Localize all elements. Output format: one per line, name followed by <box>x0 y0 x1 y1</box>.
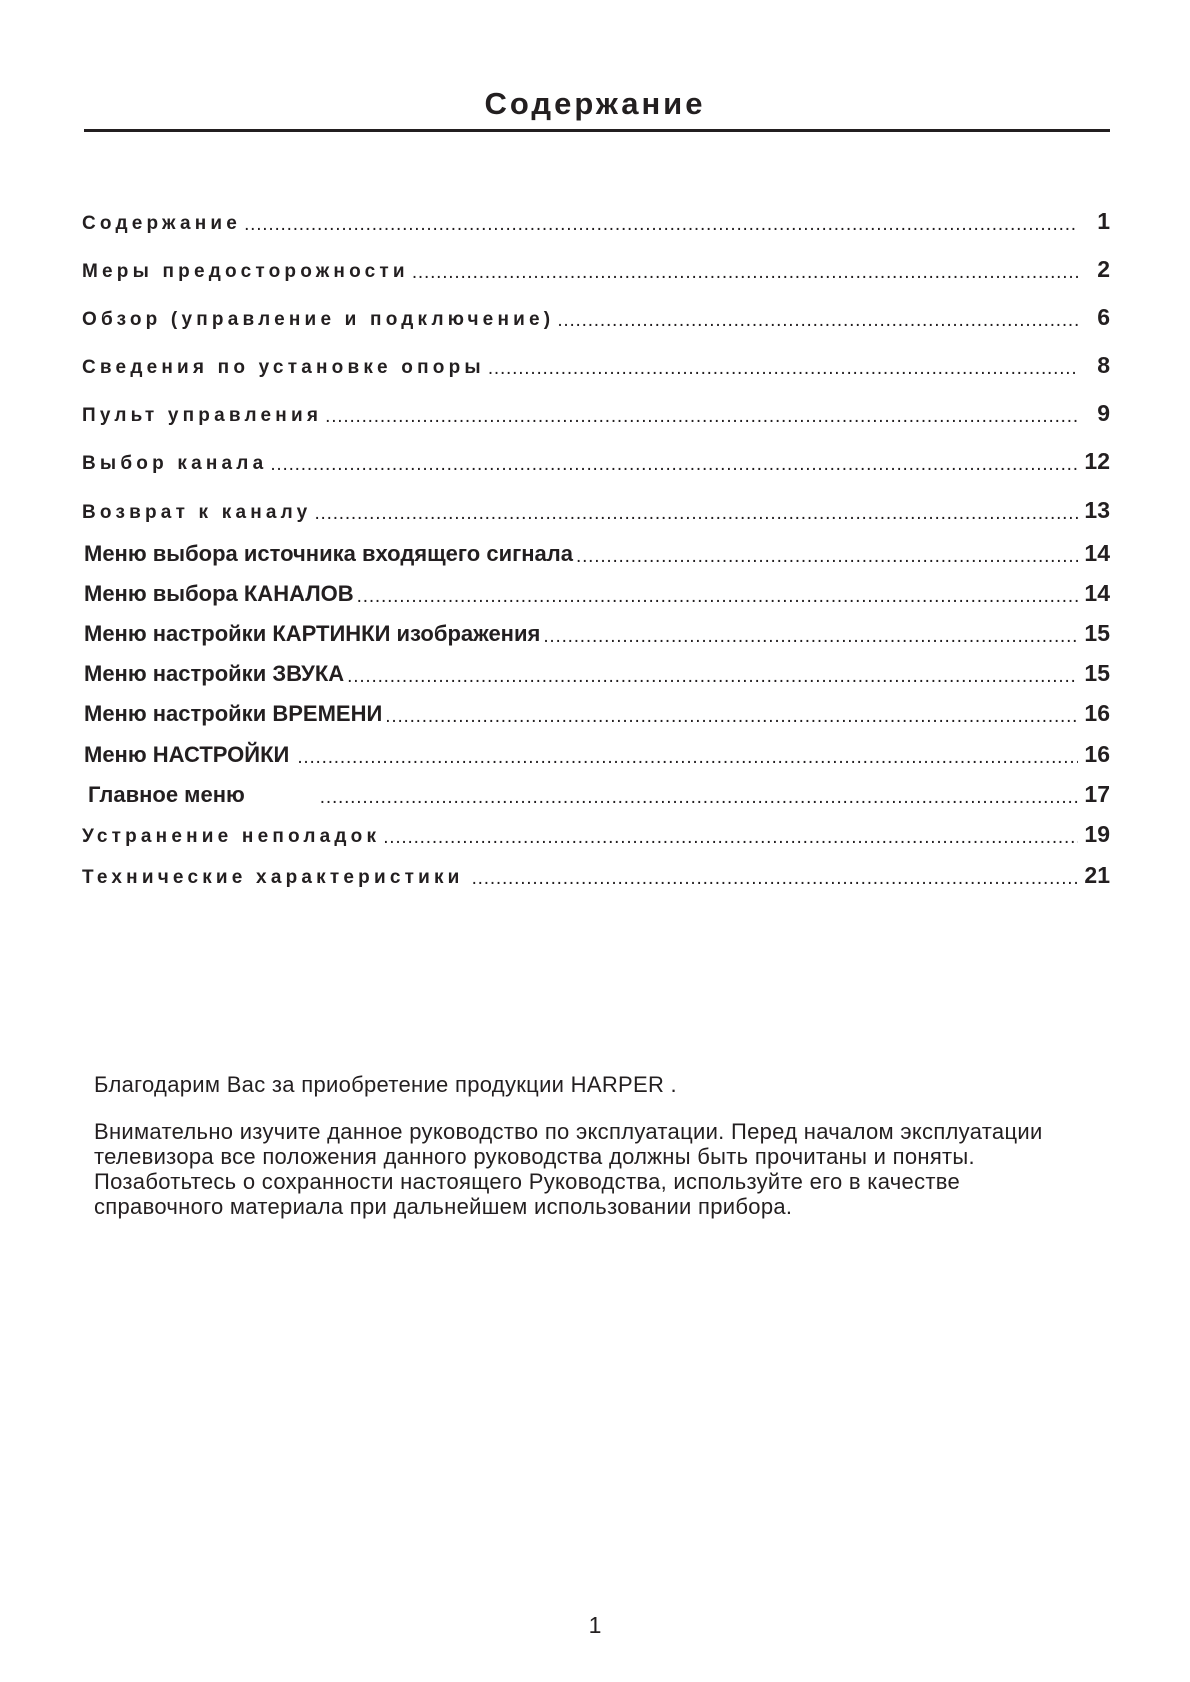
leader-dots <box>576 547 1078 567</box>
toc-entry-page: 8 <box>1097 352 1110 378</box>
toc-entry-label: Меню настройки КАРТИНКИ изображения <box>84 621 541 646</box>
toc-entry-label: Выбор канала <box>82 453 268 474</box>
page-number: 1 <box>588 1612 602 1638</box>
toc-entry[interactable] <box>82 256 1110 283</box>
toc-entry-label: Сведения по установке опоры <box>82 357 485 378</box>
toc-entry[interactable] <box>82 821 1110 848</box>
intro-line: Позаботьтесь о сохранности настоящего Руководства, используйте его в качестве <box>94 1169 961 1194</box>
toc-entry-page: 2 <box>1097 256 1110 282</box>
toc-entry-label: Технические характеристики <box>82 867 464 888</box>
toc-entry[interactable] <box>84 660 1110 687</box>
toc-entry[interactable] <box>82 352 1110 379</box>
toc-entry-page: 12 <box>1084 448 1110 474</box>
toc-entry[interactable] <box>88 781 1110 808</box>
leader-dots <box>297 748 1078 768</box>
toc-entry-page: 14 <box>1084 580 1110 606</box>
intro-line: Внимательно изучите данное руководство по эксплуатации. Перед началом эксплуатации <box>94 1119 1043 1144</box>
toc-entry-label: Обзор (управление и подключение) <box>82 309 555 330</box>
toc-entry-label: Меню НАСТРОЙКИ <box>84 742 290 767</box>
toc-entry-label: Меню выбора КАНАЛОВ <box>84 581 354 606</box>
toc-entry-page: 16 <box>1084 700 1110 726</box>
toc-entry-page: 21 <box>1084 862 1110 888</box>
leader-dots <box>357 587 1078 607</box>
leader-dots <box>325 407 1078 427</box>
intro-text <box>94 1072 1114 1219</box>
leader-dots <box>472 869 1078 889</box>
leader-dots <box>244 215 1078 235</box>
toc-entry-label: Меню настройки ЗВУКА <box>84 661 345 686</box>
leader-dots <box>385 707 1078 727</box>
toc-entry-label: Устранение неполадок <box>82 826 381 847</box>
toc-entry-page: 16 <box>1084 741 1110 767</box>
leader-dots <box>314 504 1078 524</box>
toc-entry[interactable] <box>84 700 1110 727</box>
leader-dots <box>543 627 1078 647</box>
leader-dots <box>383 828 1078 848</box>
toc-entry-label: Содержание <box>82 213 242 234</box>
toc-entry[interactable] <box>82 400 1110 427</box>
toc-entry[interactable] <box>84 580 1110 607</box>
leader-dots <box>347 667 1078 687</box>
toc-entry[interactable] <box>82 208 1110 235</box>
thanks-line: Благодарим Вас за приобретение продукции HARPER . <box>94 1072 677 1097</box>
toc-entry-page: 6 <box>1097 304 1110 330</box>
leader-dots <box>270 455 1078 475</box>
toc-entry-page: 13 <box>1084 497 1110 523</box>
toc-entry[interactable] <box>82 304 1110 331</box>
toc-entry-label: Меню выбора источника входящего сигнала <box>84 541 573 566</box>
page-title: Содержание <box>484 86 706 121</box>
toc-entry-label: Возврат к каналу <box>82 502 312 523</box>
toc-entry-page: 19 <box>1084 821 1110 847</box>
toc-entry-page: 17 <box>1084 781 1110 807</box>
toc-entry-page: 9 <box>1097 400 1110 426</box>
toc-entry[interactable] <box>84 620 1110 647</box>
toc-entry-page: 14 <box>1084 540 1110 566</box>
leader-dots <box>412 263 1078 283</box>
toc-entry[interactable] <box>84 540 1110 567</box>
toc-entry[interactable] <box>84 741 1110 768</box>
intro-line: телевизора все положения данного руководства должны быть прочитаны и поняты. <box>94 1144 975 1169</box>
toc-entry[interactable] <box>82 862 1110 889</box>
toc-entry-label: Меры предосторожности <box>82 261 409 282</box>
toc-entry-label: Главное меню <box>88 782 245 807</box>
toc-entry[interactable] <box>82 497 1110 524</box>
toc-entry-page: 15 <box>1084 620 1110 646</box>
toc-entry-label: Пульт управления <box>82 405 323 426</box>
leader-dots <box>320 788 1078 808</box>
toc-entry-label: Меню настройки ВРЕМЕНИ <box>84 701 383 726</box>
leader-dots <box>488 359 1078 379</box>
toc-entry[interactable] <box>82 448 1110 475</box>
intro-line: справочного материала при дальнейшем использовании прибора. <box>94 1194 793 1219</box>
toc-entry-page: 15 <box>1084 660 1110 686</box>
leader-dots <box>557 311 1078 331</box>
toc-entry-page: 1 <box>1097 208 1110 234</box>
